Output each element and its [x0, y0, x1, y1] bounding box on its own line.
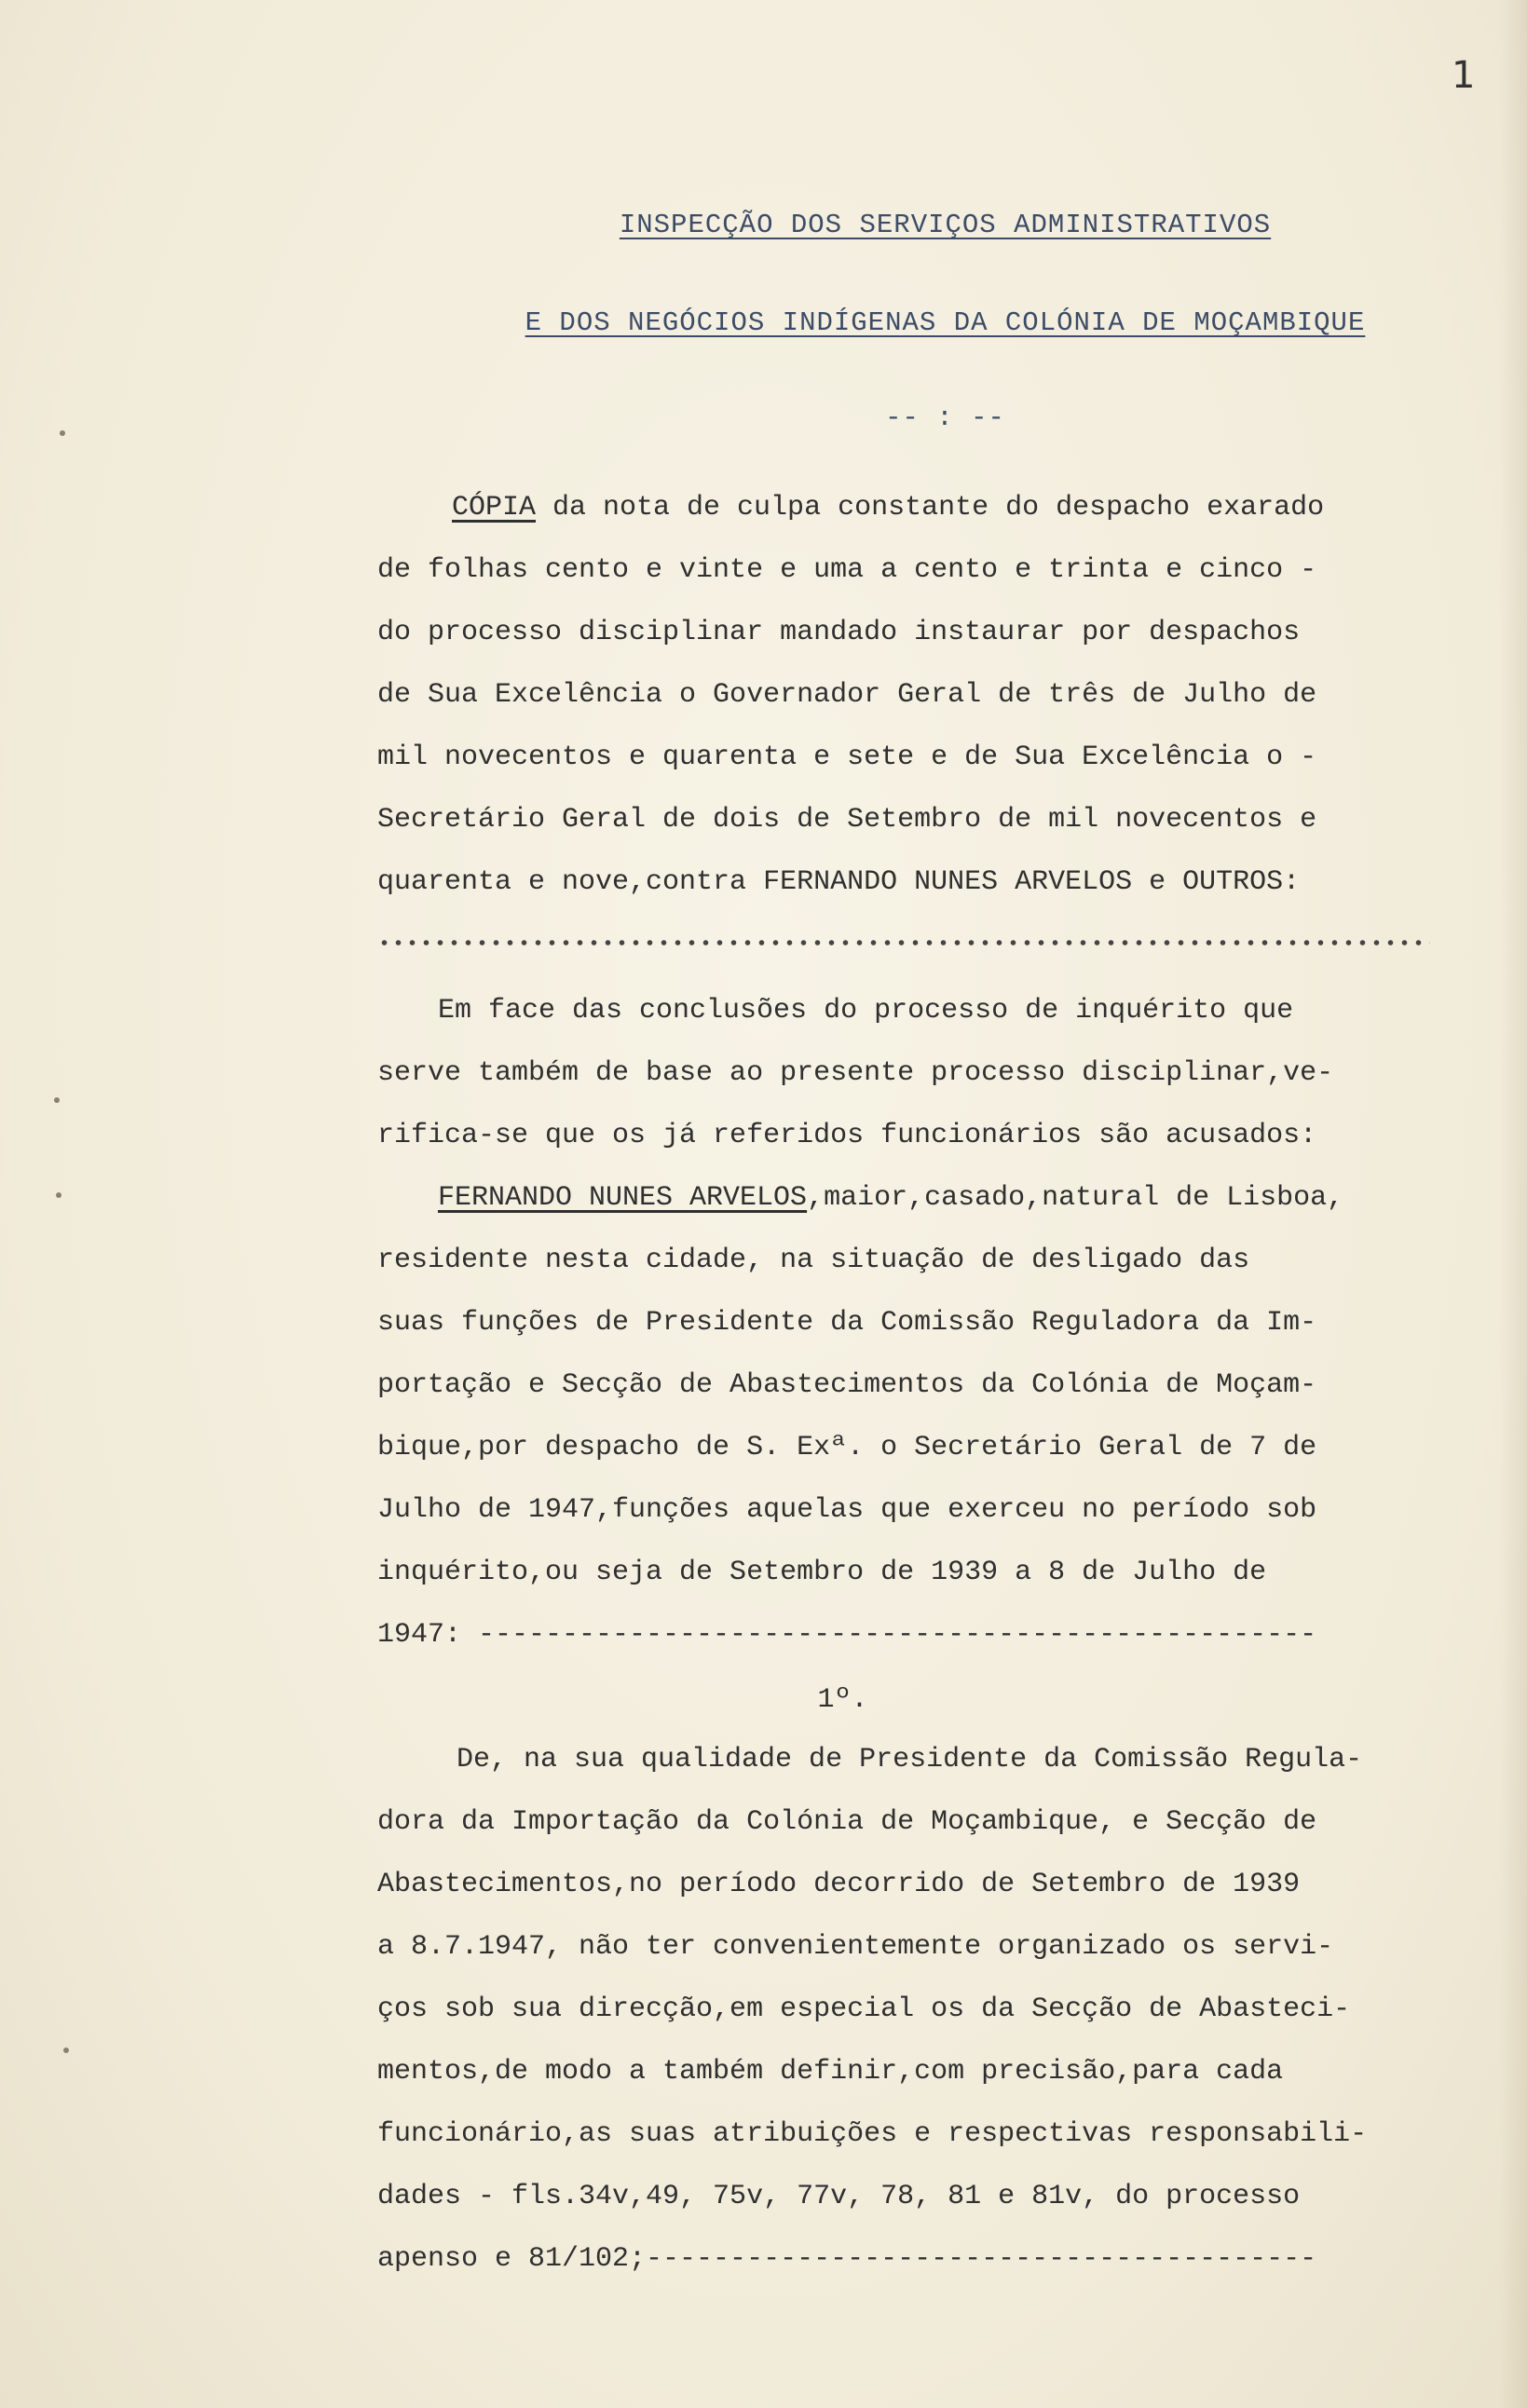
accused-line: residente nesta cidade, na situação de desligado das — [377, 1245, 1250, 1276]
heading-line-2: E DOS NEGÓCIOS INDÍGENAS DA COLÓNIA DE MOÇAMBIQUE — [525, 307, 1366, 338]
accused-line: Julho de 1947,funções aquelas que exerceu no período sob — [377, 1494, 1317, 1526]
accused-line: inquérito,ou seja de Setembro de 1939 a 8 de Julho de — [377, 1557, 1267, 1588]
margin-mark — [63, 2047, 69, 2053]
article-line: a 8.7.1947, não ter convenientemente organizado os servi- — [377, 1931, 1334, 1963]
intro-line: do processo disciplinar mandado instaurar por despachos — [377, 617, 1301, 648]
page-number: 1 — [1452, 54, 1476, 97]
margin-mark — [56, 1192, 61, 1198]
edge-stain — [1499, 0, 1527, 2408]
article-line: mentos,de modo a também definir,com precisão,para cada — [377, 2056, 1284, 2088]
para-line: Em face das conclusões do processo de inquérito que — [438, 995, 1294, 1027]
article-line: Abastecimentos,no período decorrido de Setembro de 1939 — [377, 1869, 1301, 1900]
article-line: funcionário,as suas atribuições e respectivas responsabili- — [377, 2118, 1368, 2150]
intro-line: CÓPIA da nota de culpa constante do despacho exarado — [452, 492, 1325, 524]
intro-line: de Sua Excelência o Governador Geral de três de Julho de — [377, 679, 1317, 711]
article-number: 1º. — [817, 1684, 868, 1716]
intro-first-word: CÓPIA — [452, 492, 537, 524]
accused-line: portação e Secção de Abastecimentos da Colónia de Moçam- — [377, 1369, 1317, 1401]
accused-line: suas funções de Presidente da Comissão Reguladora da Im- — [377, 1307, 1317, 1339]
intro-line: Secretário Geral de dois de Setembro de mil novecentos e — [377, 804, 1317, 836]
para-line: serve também de base ao presente processo disciplinar,ve- — [377, 1057, 1334, 1089]
para-line: rifica-se que os já referidos funcionários são acusados: — [377, 1120, 1317, 1151]
article-line: De, na sua qualidade de Presidente da Comissão Regula- — [457, 1744, 1363, 1775]
article-line: apenso e 81/102;---------------------------------------- — [377, 2243, 1317, 2275]
intro-line: quarenta e nove,contra FERNANDO NUNES ARVELOS e OUTROS: — [377, 866, 1301, 898]
accused-line: FERNANDO NUNES ARVELOS,maior,casado,natural de Lisboa, — [438, 1182, 1344, 1214]
intro-line: mil novecentos e quarenta e sete e de Sua Excelência o - — [377, 741, 1317, 773]
margin-mark — [60, 430, 65, 436]
heading-line-1: INSPECÇÃO DOS SERVIÇOS ADMINISTRATIVOS — [619, 210, 1272, 240]
accused-name: FERNANDO NUNES ARVELOS — [438, 1182, 808, 1214]
article-line: dades - fls.34v,49, 75v, 77v, 78, 81 e 81v, do processo — [377, 2181, 1301, 2212]
accused-line: bique,por despacho de S. Exª. o Secretário Geral de 7 de — [377, 1432, 1317, 1463]
margin-mark — [54, 1097, 60, 1103]
heading-separator: -- : -- — [885, 402, 1005, 433]
dotted-divider — [377, 939, 1430, 946]
intro-line: de folhas cento e vinte e uma a cento e trinta e cinco - — [377, 554, 1317, 586]
article-line: ços sob sua direcção,em especial os da Secção de Abasteci- — [377, 1993, 1351, 2025]
accused-line: 1947: -------------------------------------------------- — [377, 1619, 1317, 1651]
article-line: dora da Importação da Colónia de Moçambique, e Secção de — [377, 1806, 1317, 1838]
